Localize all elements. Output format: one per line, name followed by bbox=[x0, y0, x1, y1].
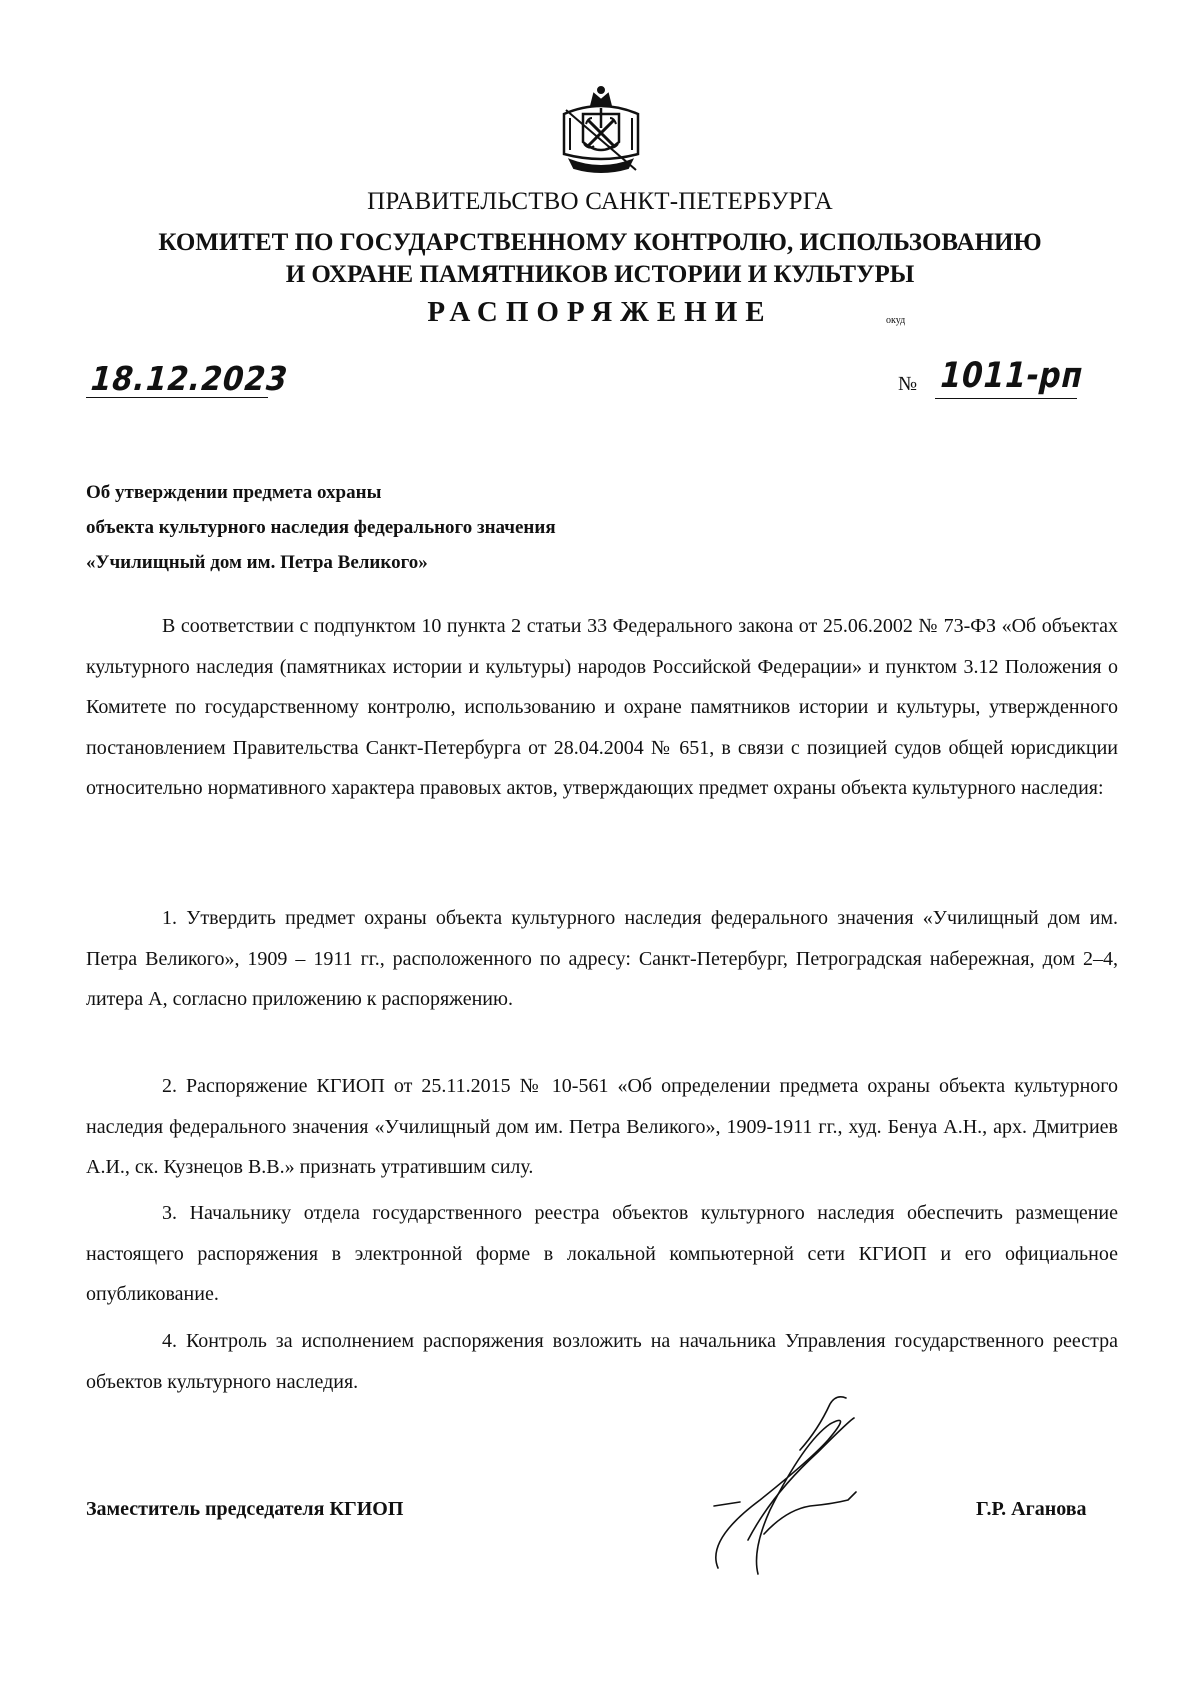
document-subject bbox=[86, 475, 556, 580]
signatory-name: Г.Р. Аганова bbox=[976, 1498, 1087, 1520]
document-number-text: 1011-рп bbox=[936, 356, 1088, 396]
item-2-paragraph: 2. Распоряжение КГИОП от 25.11.2015 № 10-561 «Об определении предмета охраны объекта культурного наследия федерального значения «Училищный дом им. Петра Великого», 1909-1911 гг., худ. Бенуа А.Н., арх. Дмитриев А.И., ск. Кузнецов В.В.» признать утратившим силу. bbox=[86, 1075, 1118, 1178]
number-label: № bbox=[898, 373, 918, 395]
committee-line-2: И ОХРАНЕ ПАМЯТНИКОВ ИСТОРИИ И КУЛЬТУРЫ bbox=[285, 261, 915, 288]
item-4-paragraph: 4. Контроль за исполнением распоряжения возложить на начальника Управления государственного реестра объектов культурного наследия. bbox=[86, 1330, 1118, 1393]
date-underline bbox=[86, 397, 268, 398]
item-3-paragraph: 3. Начальнику отдела государственного реестра объектов культурного наследия обеспечить размещение настоящего распоряжения в электронной форме в локальной компьютерной сети КГИОП и его официальное опубликование. bbox=[86, 1202, 1118, 1305]
okud-label: окуд bbox=[886, 315, 906, 326]
handwritten-signature bbox=[700, 1390, 920, 1580]
item-1-paragraph: 1. Утвердить предмет охраны объекта культурного наследия федерального значения «Училищный дом им. Петра Великого», 1909 – 1911 гг., расположенного по адресу: Санкт-Петербург, Петроградская набережная, дом 2–4, литера А, согласно приложению к распоряжению. bbox=[86, 907, 1118, 1010]
committee-name bbox=[0, 227, 1200, 291]
document-type: РАСПОРЯЖЕНИЕ bbox=[427, 296, 773, 328]
intro-paragraph: В соответствии с подпунктом 10 пункта 2 статьи 33 Федерального закона от 25.06.2002 № 73-ФЗ «Об объектах культурного наследия (памятниках истории и культуры) народов Российской Федерации» и пунктом 3.12 Положения о Комитете по государственному контролю, использованию и охране памятников истории и культуры, утвержденного постановлением Правительства Санкт-Петербурга от 28.04.2004 № 651, в связи с позицией судов общей юрисдикции относительно нормативного характера правовых актов, утверждающих предмет охраны объекта культурного наследия: bbox=[86, 615, 1118, 799]
subject-line-2: объекта культурного наследия федерального значения bbox=[86, 517, 556, 538]
document-number bbox=[936, 356, 1104, 396]
subject-line-3: «Училищный дом им. Петра Великого» bbox=[86, 552, 428, 573]
signatory-title: Заместитель председателя КГИОП bbox=[86, 1498, 404, 1520]
document-date bbox=[86, 359, 293, 398]
coat-of-arms-icon bbox=[556, 84, 646, 176]
number-underline bbox=[935, 398, 1077, 399]
subject-line-1: Об утверждении предмета охраны bbox=[86, 482, 382, 503]
document-date-text: 18.12.2023 bbox=[86, 359, 293, 398]
government-name: ПРАВИТЕЛЬСТВО САНКТ-ПЕТЕРБУРГА bbox=[367, 188, 833, 215]
committee-line-1: КОМИТЕТ ПО ГОСУДАРСТВЕННОМУ КОНТРОЛЮ, ИСПОЛЬЗОВАНИЮ bbox=[158, 229, 1042, 256]
